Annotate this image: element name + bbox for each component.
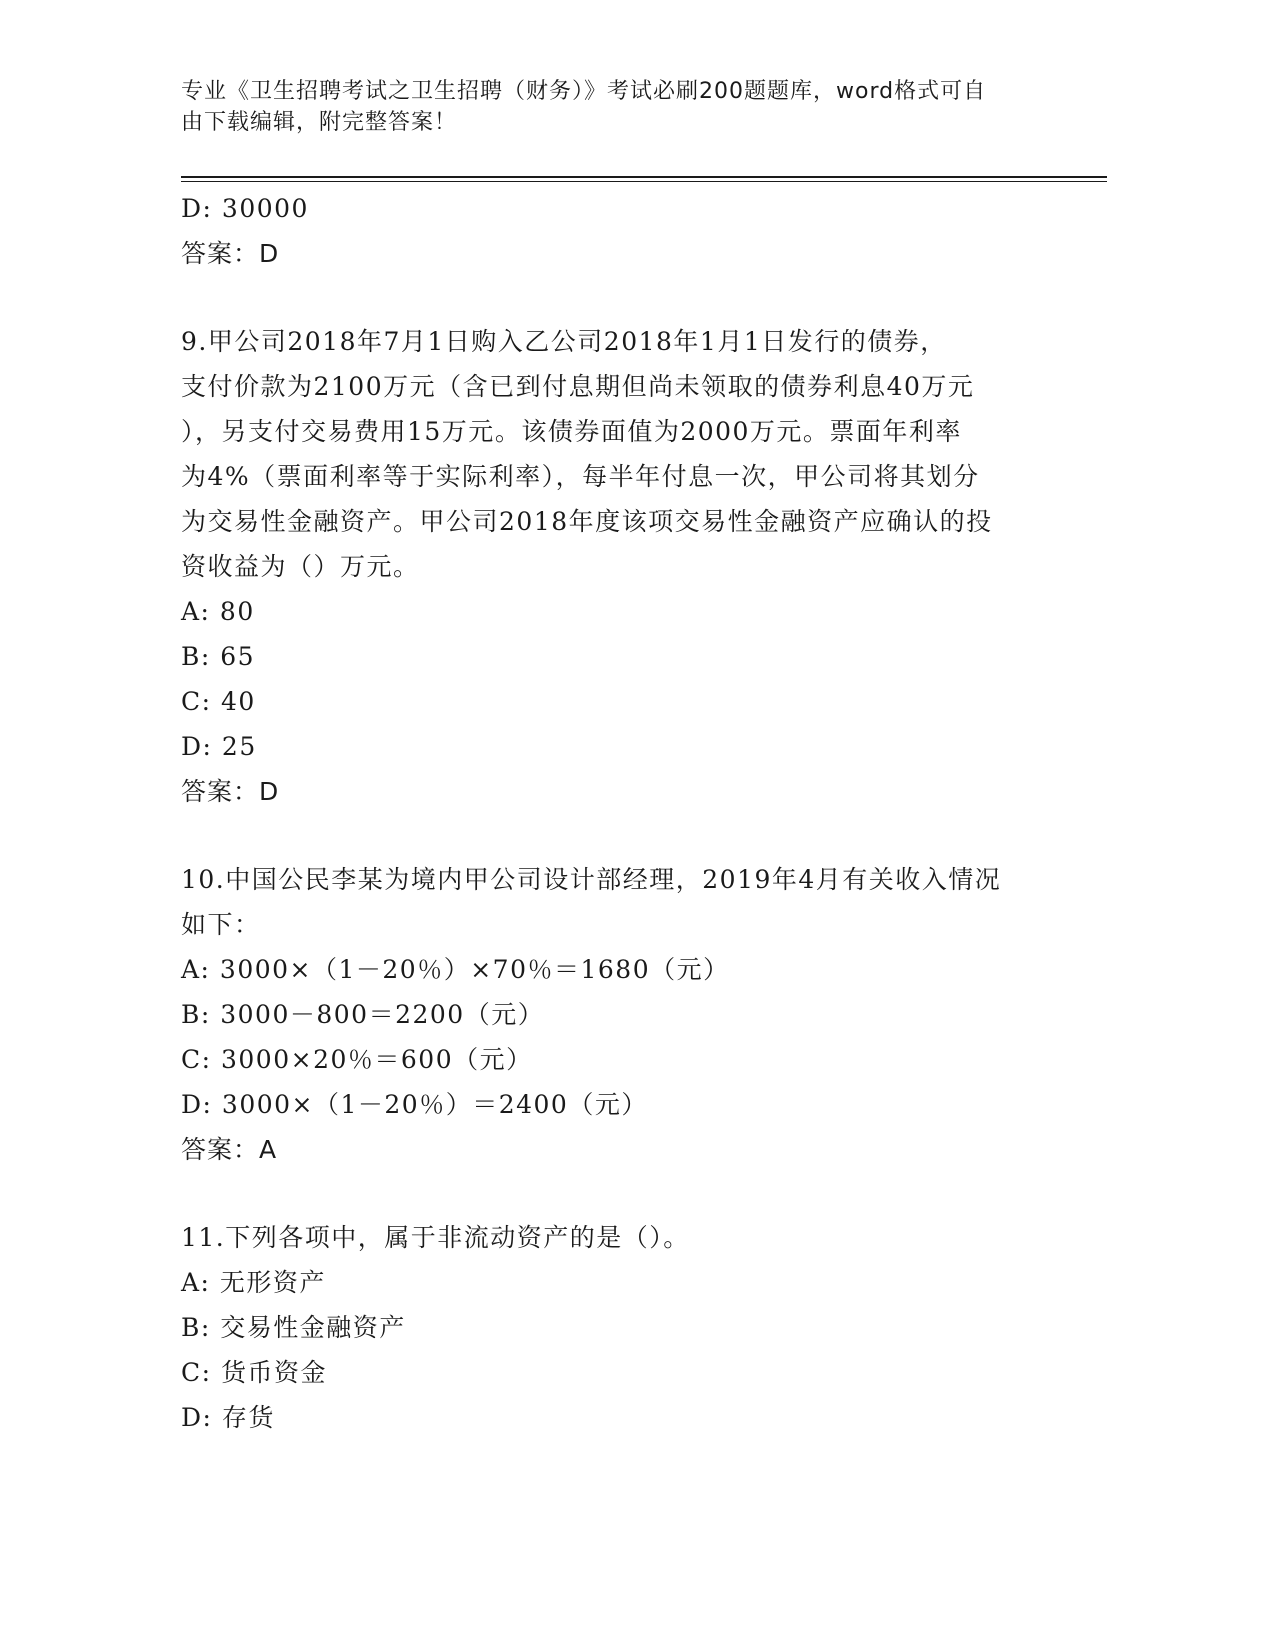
question-text-line: 资收益为（）万元。 <box>181 552 420 581</box>
option-a: A: 80 <box>181 597 255 626</box>
question-text-line: 支付价款为2100万元（含已到付息期但尚未领取的债券利息40万元 <box>181 372 975 401</box>
header-line-2: 由下载编辑，附完整答案！ <box>181 110 458 135</box>
option-c: C: 货币资金 <box>181 1358 327 1387</box>
question-text-line: 10.中国公民李某为境内甲公司设计部经理，2019年4月有关收入情况 <box>181 865 1002 894</box>
previous-question-tail <box>181 186 1061 276</box>
option-a: A: 3000×（1－20％）×70％＝1680（元） <box>181 955 730 984</box>
question-text-line: 如下： <box>181 910 261 939</box>
header-divider-thick <box>181 176 1107 178</box>
spacer <box>181 276 1061 319</box>
answer-line: 答案：A <box>181 1135 278 1164</box>
question-text-line: 9.甲公司2018年7月1日购入乙公司2018年1月1日发行的债券， <box>181 327 947 356</box>
document-header <box>181 76 1061 138</box>
question-9 <box>181 319 1061 814</box>
question-10 <box>181 857 1061 1172</box>
option-d: D: 3000×（1－20％）＝2400（元） <box>181 1090 648 1119</box>
option-d: D: 25 <box>181 732 257 761</box>
question-text-line: 11.下列各项中，属于非流动资产的是（）。 <box>181 1223 690 1252</box>
document-body <box>181 186 1061 1440</box>
option-c: C: 40 <box>181 687 256 716</box>
header-divider-thin <box>181 181 1107 182</box>
option-b: B: 65 <box>181 642 256 671</box>
option-d: D: 30000 <box>181 194 309 223</box>
question-11 <box>181 1215 1061 1440</box>
question-text-line: 为交易性金融资产。甲公司2018年度该项交易性金融资产应确认的投 <box>181 507 993 536</box>
answer-line: 答案：D <box>181 777 280 806</box>
option-a: A: 无形资产 <box>181 1268 326 1297</box>
spacer <box>181 1172 1061 1215</box>
question-text-line: 为4%（票面利率等于实际利率），每半年付息一次，甲公司将其划分 <box>181 462 980 491</box>
option-b: B: 交易性金融资产 <box>181 1313 406 1342</box>
option-b: B: 3000－800＝2200（元） <box>181 1000 545 1029</box>
header-line-1: 专业《卫生招聘考试之卫生招聘（财务）》考试必刷200题题库，word格式可自 <box>181 79 987 104</box>
option-c: C: 3000×20％＝600（元） <box>181 1045 533 1074</box>
answer-line: 答案：D <box>181 239 280 268</box>
spacer <box>181 814 1061 857</box>
option-d: D: 存货 <box>181 1403 275 1432</box>
question-text-line: ），另支付交易费用15万元。该债券面值为2000万元。票面年利率 <box>181 417 962 446</box>
